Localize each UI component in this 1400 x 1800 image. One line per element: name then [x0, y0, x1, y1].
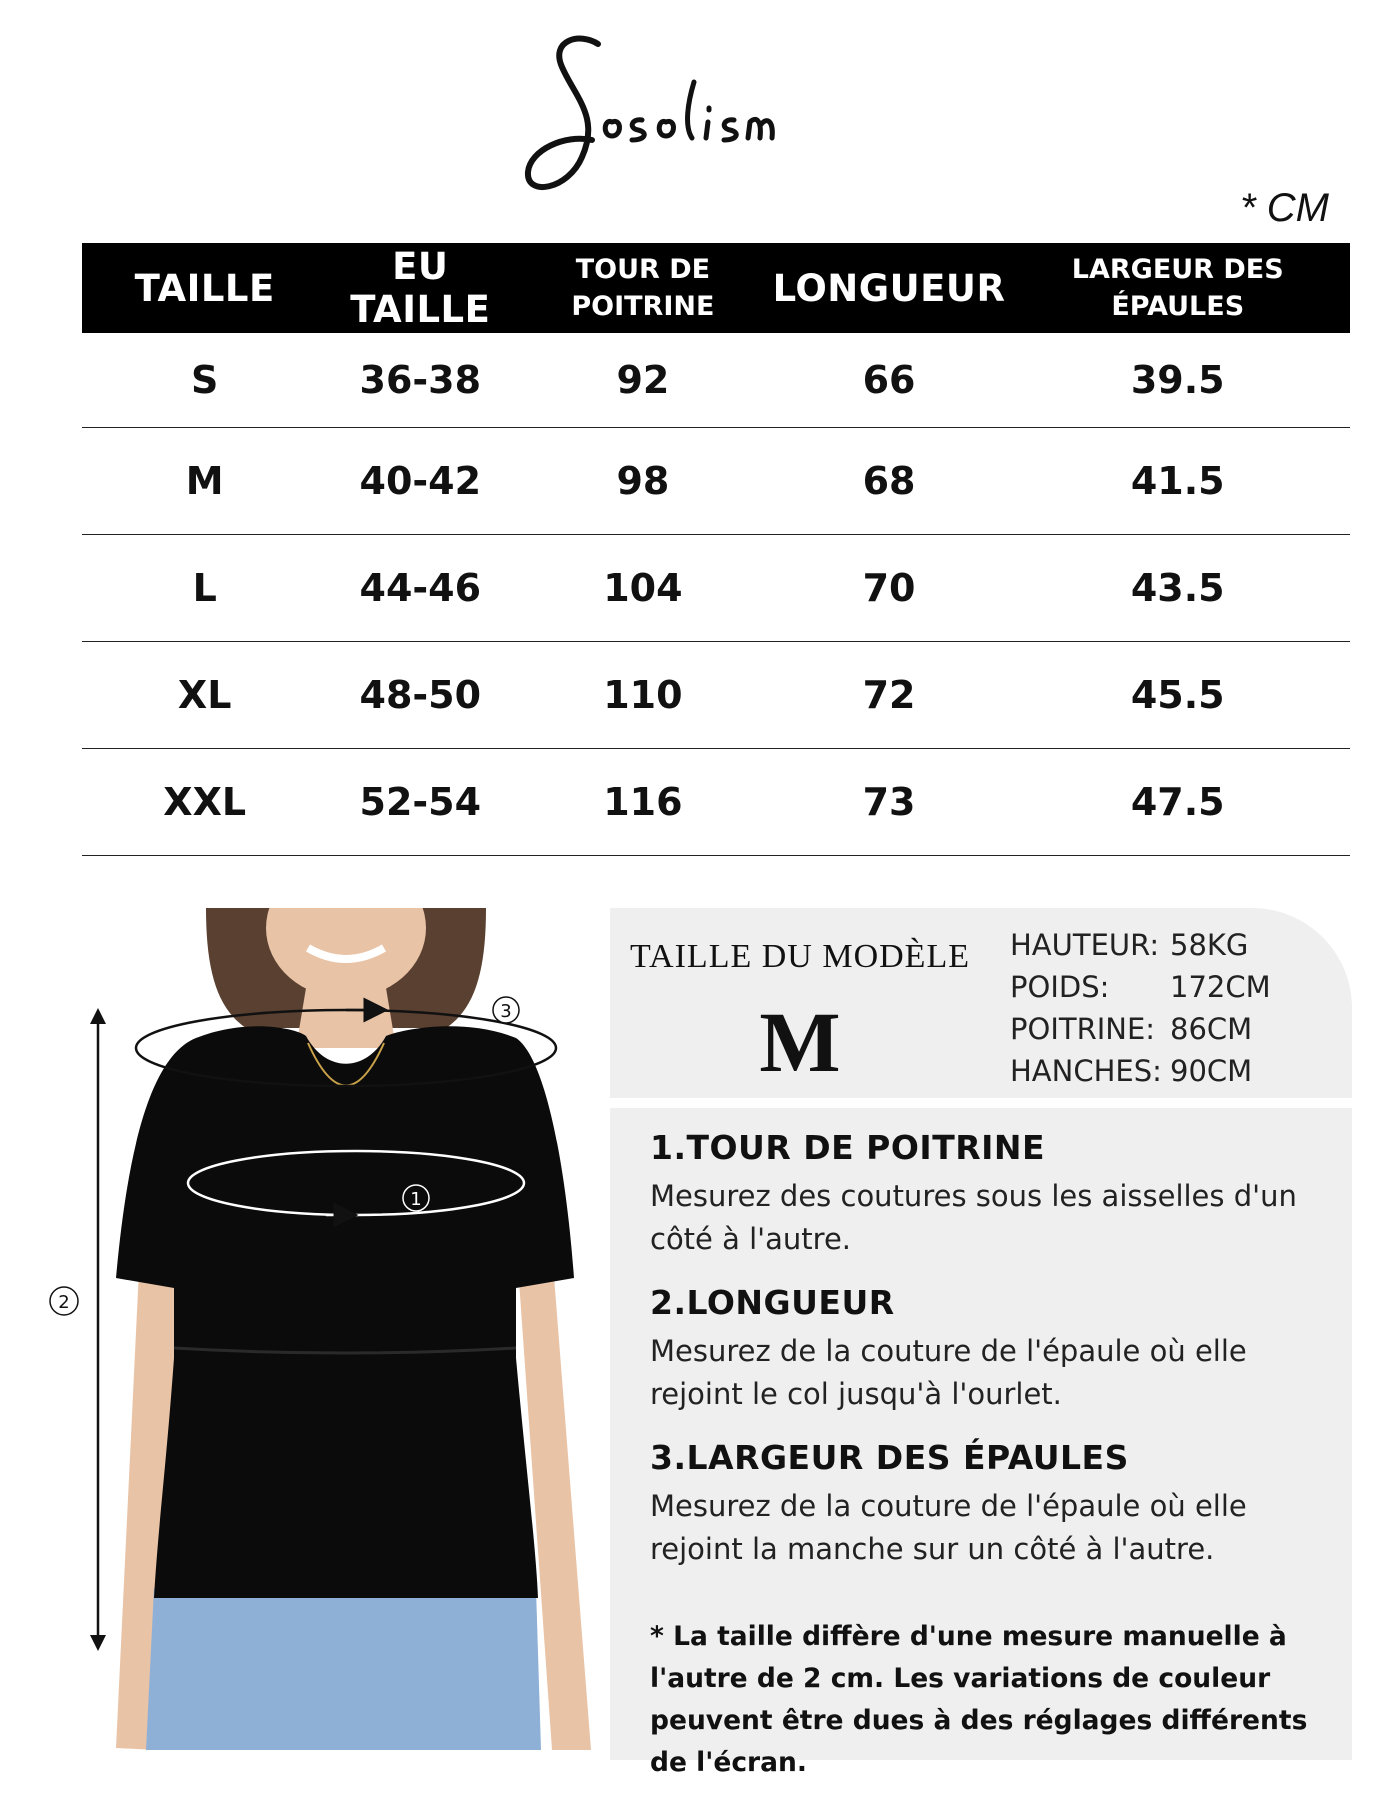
cell-size: XXL — [82, 749, 327, 856]
cell-length: 72 — [773, 642, 1006, 749]
header-taille: TAILLE — [134, 266, 275, 310]
cell-bust: 92 — [513, 333, 772, 428]
header-longueur: LONGUEUR — [772, 266, 1006, 310]
table-row — [82, 333, 1350, 428]
cell-length: 66 — [773, 333, 1006, 428]
model-title: TAILLE DU MODÈLE — [630, 938, 970, 975]
brand-logo — [520, 22, 880, 212]
disclaimer-note: * La taille diffère d'une mesure manuelle à l'autre de 2 cm. Les variations de couleur peuvent être dues à des réglages différents de l'écran. — [650, 1621, 1308, 1778]
stat-row — [1010, 1008, 1271, 1050]
model-size: M — [759, 994, 841, 1090]
cell-size: XL — [82, 642, 327, 749]
table-header-row — [82, 243, 1350, 333]
table-row — [82, 749, 1350, 856]
stat-row — [1010, 1050, 1271, 1092]
stat-value: 58KG — [1170, 928, 1249, 962]
cell-size: M — [82, 428, 327, 535]
guide-title: 3.LARGEUR DES ÉPAULES — [650, 1438, 1129, 1477]
guide-shoulder — [650, 1438, 1340, 1571]
size-chart-table — [82, 243, 1350, 856]
stat-value: 86CM — [1170, 1012, 1253, 1046]
table-row — [82, 428, 1350, 535]
cell-length: 73 — [773, 749, 1006, 856]
stat-label: POITRINE: — [1010, 1012, 1156, 1046]
cell-shoulder: 45.5 — [1005, 642, 1350, 749]
cell-eu-size: 40-42 — [327, 428, 513, 535]
cell-eu-size: 48-50 — [327, 642, 513, 749]
stat-row — [1010, 966, 1271, 1008]
cell-eu-size: 36-38 — [327, 333, 513, 428]
guide-length — [650, 1283, 1340, 1416]
measurement-guide-panel — [610, 1108, 1352, 1778]
cell-bust: 110 — [513, 642, 772, 749]
cell-shoulder: 47.5 — [1005, 749, 1350, 856]
stat-value: 90CM — [1170, 1054, 1253, 1088]
stat-label: POIDS: — [1010, 970, 1110, 1004]
jeans-shape — [146, 1588, 541, 1750]
stat-label: HANCHES: — [1010, 1054, 1162, 1088]
stat-row — [1010, 924, 1271, 966]
cell-size: S — [82, 333, 327, 428]
guide-bust — [650, 1128, 1340, 1261]
unit-label: * CM — [1240, 186, 1329, 230]
cell-eu-size: 44-46 — [327, 535, 513, 642]
stat-label: HAUTEUR: — [1010, 928, 1160, 962]
model-photo — [46, 908, 612, 1750]
cell-length: 68 — [773, 428, 1006, 535]
cell-size: L — [82, 535, 327, 642]
model-size-panel — [610, 908, 1352, 1098]
cell-bust: 104 — [513, 535, 772, 642]
table-row — [82, 642, 1350, 749]
guide-text: Mesurez de la couture de l'épaule où elle rejoint la manche sur un côté à l'autre. — [650, 1489, 1247, 1566]
model-stats — [1010, 924, 1271, 1092]
guide-text: Mesurez des coutures sous les aisselles d'un côté à l'autre. — [650, 1179, 1297, 1256]
marker-1: 1 — [410, 1189, 422, 1210]
cell-bust: 116 — [513, 749, 772, 856]
cell-bust: 98 — [513, 428, 772, 535]
marker-2: 2 — [58, 1292, 70, 1313]
stat-value: 172CM — [1170, 970, 1271, 1004]
guide-title: 2.LONGUEUR — [650, 1283, 895, 1322]
marker-3: 3 — [500, 1001, 512, 1022]
cell-shoulder: 41.5 — [1005, 428, 1350, 535]
cell-shoulder: 39.5 — [1005, 333, 1350, 428]
cell-shoulder: 43.5 — [1005, 535, 1350, 642]
cell-eu-size: 52-54 — [327, 749, 513, 856]
neck-shape — [296, 988, 396, 1048]
shirt-shape — [116, 1026, 574, 1598]
header-eu-taille: EU TAILLE — [350, 245, 491, 331]
cell-length: 70 — [773, 535, 1006, 642]
guide-text: Mesurez de la couture de l'épaule où elle rejoint le col jusqu'à l'ourlet. — [650, 1334, 1247, 1411]
guide-title: 1.TOUR DE POITRINE — [650, 1128, 1046, 1167]
header-tour-de-poitrine: TOUR DE POITRINE — [571, 254, 715, 322]
header-largeur-des-epaules: LARGEUR DES ÉPAULES — [1071, 254, 1284, 322]
table-row — [82, 535, 1350, 642]
